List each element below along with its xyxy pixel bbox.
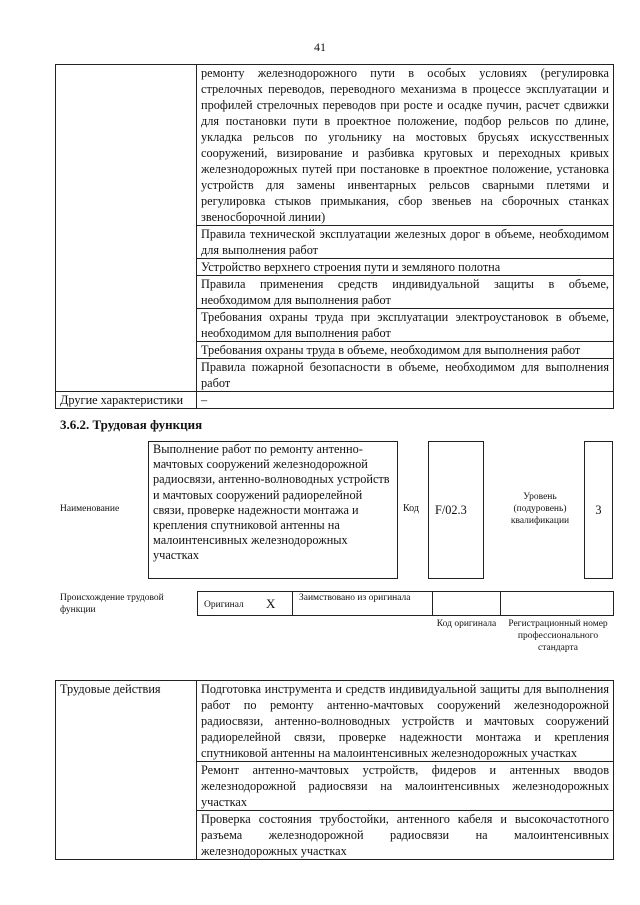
table-cell: ремонту железнодорожного пути в особых условиях (регулировка стрелочных переводов, переводного механизма в процессе эксплуатации и профилей стрелочных переводов при росте и осадке пучин, расчет сдвижки для постановки пути в проектное положение, подбор рельсов по длине, укладка рельсов по угольнику на мостовых брусьях искусственных сооружений, визирование и разбивка круговых и переходных кривых железнодорожных путей при постановке в проектное положение, установка устройств для замены инвентарных рельсов сварными плетями и регулировка стыков примыкания, сбор звеньев на сборочных станках звеносборочной линии) xyxy=(197,65,614,226)
qualification-level: 3 xyxy=(584,441,613,579)
page-content xyxy=(55,64,614,860)
table-cell: Подготовка инструмента и средств индивидуальной защиты для выполнения работ по ремонту антенно-мачтовых сооружений железнодорожной радиосвязи, антенно-волноводных устройств и мачтовых сооружений радиорелейной связи, проверке надежности монтажа и крепления спутниковой антенны на малоинтенсивных железнодорожных участках xyxy=(197,681,614,762)
name-label: Наименование xyxy=(60,504,120,514)
table-row xyxy=(56,65,614,226)
level-label: Уровень (подуровень) квалификации xyxy=(510,492,570,526)
table-cell: Ремонт антенно-мачтовых устройств, фидеров и антенных вводов железнодорожной радиосвязи на малоинтенсивных железнодорожных участках xyxy=(197,762,614,811)
section-title: 3.6.2. Трудовая функция xyxy=(60,417,203,432)
row-label xyxy=(56,65,197,392)
function-code: F/02.3 xyxy=(428,441,484,579)
table-cell: Правила применения средств индивидуальной защиты в объеме, необходимом для выполнения работ xyxy=(197,276,614,309)
knowledge-table xyxy=(55,64,614,409)
other-characteristics-value: – xyxy=(197,392,614,409)
function-name: Выполнение работ по ремонту антенно-мачтовых сооружений железнодорожной радиосвязи, антенно-волноводных устройств и мачтовых сооружений радиорелейной связи, проверке надежности монтажа и крепления спутниковой антенны на малоинтенсивных железнодорожных участках xyxy=(148,441,398,579)
borrowed-label: Заимствовано из оригинала xyxy=(292,591,433,616)
table-cell: Проверка состояния трубостойки, антенного кабеля и высокочастотного разъема железнодорожной радиосвязи на малоинтенсивных железнодорожных участках xyxy=(197,811,614,860)
code-original-label: Код оригинала xyxy=(436,619,497,629)
labor-actions-label: Трудовые действия xyxy=(56,681,197,860)
labor-actions-table xyxy=(55,680,614,860)
origin-label: Происхождение трудовой функции xyxy=(60,593,164,615)
table-row xyxy=(56,681,614,762)
original-code-cell xyxy=(432,591,501,616)
table-cell: Требования охраны труда в объеме, необходимом для выполнения работ xyxy=(197,342,614,359)
code-label: Код xyxy=(403,503,419,514)
labor-function-block xyxy=(0,433,640,680)
original-label: Оригинал xyxy=(204,600,244,610)
table-cell: Устройство верхнего строения пути и земляного полотна xyxy=(197,259,614,276)
table-cell: Правила технической эксплуатации железных дорог в объеме, необходимом для выполнения работ xyxy=(197,226,614,259)
page-number: 41 xyxy=(314,40,326,54)
original-mark: X xyxy=(266,596,276,611)
table-cell: Требования охраны труда при эксплуатации электроустановок в объеме, необходимом для выполнения работ xyxy=(197,309,614,342)
table-cell: Правила пожарной безопасности в объеме, необходимом для выполнения работ xyxy=(197,359,614,392)
reg-number-label: Регистрационный номер профессионального стандарта xyxy=(508,619,608,653)
table-row xyxy=(56,392,614,409)
original-cell xyxy=(197,591,293,616)
other-characteristics-label: Другие характеристики xyxy=(56,392,197,409)
registration-number-cell xyxy=(500,591,614,616)
